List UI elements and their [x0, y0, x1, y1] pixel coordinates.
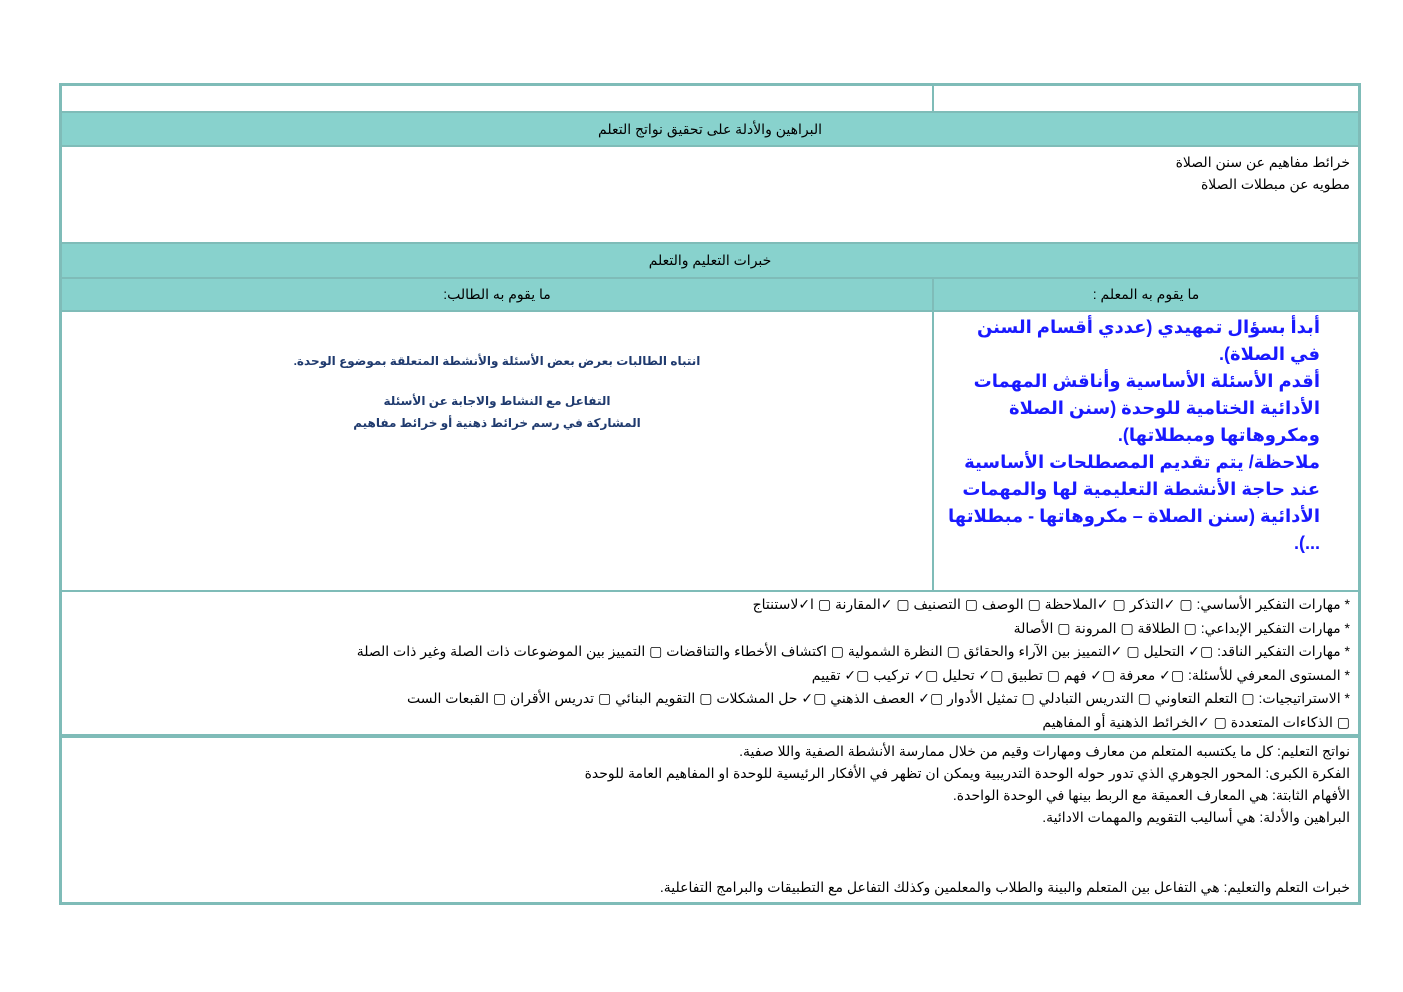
teacher-column-header: ما يقوم به المعلم : — [933, 278, 1359, 311]
evidence-header: البراهين والأدلة على تحقيق نواتج التعلم — [61, 112, 1359, 146]
student-column-header: ما يقوم به الطالب: — [61, 278, 933, 311]
evidence-content — [61, 146, 1359, 243]
lesson-plan-table — [59, 83, 1361, 905]
definition-learning-experiences: خبرات التعلم والتعليم: هي التفاعل بين المتعلم والبينة والطلاب والمعلمين وكذلك التفاعل مع التطبيقات والبرامج التفاعلية. — [659, 879, 1350, 895]
skills-question-levels: * المستوى المعرفي للأسئلة: ▢✓ معرفة ▢✓ فهم ▢ تطبيق ▢✓ تحليل ▢✓ تركيب ▢✓ تقييم — [811, 666, 1350, 683]
definition-evidence: البراهين والأدلة: هي أساليب التقويم والمهمات الادائية. — [1042, 809, 1350, 825]
skills-section — [61, 591, 1359, 735]
skills-creative-thinking: * مهارات التفكير الإبداعي: ▢ الطلاقة ▢ المرونة ▢ الأصالة — [1013, 619, 1350, 636]
student-activity: المشاركة في رسم خرائط ذهنية أو خرائط مفاهيم — [353, 416, 641, 430]
skills-strategies: * الاستراتيجيات: ▢ التعلم التعاوني ▢ التدريس التبادلي ▢ تمثيل الأدوار ▢✓ العصف الذهني ▢✓ حل المشكلات ▢ التقويم البنائي ▢ تدريس الأقران ▢ القبعات الست — [407, 690, 1350, 706]
evidence-item: مطويه عن مبطلات الصلاة — [1200, 176, 1350, 192]
top-right-cell — [933, 85, 1359, 112]
teacher-activity: أقدم الأسئلة الأساسية وأناقش المهمات الأدائية الختامية للوحدة (سنن الصلاة ومكروهاتها ومبطلاتها). — [973, 371, 1320, 445]
definition-learning-outcomes: نواتج التعليم: كل ما يكتسبه المتعلم من معارف ومهارات وقيم من خلال ممارسة الأنشطة الصفية واللا صفية. — [739, 743, 1350, 759]
evidence-item: خرائط مفاهيم عن سنن الصلاة — [1175, 154, 1350, 170]
top-left-cell — [61, 85, 933, 112]
definitions-section — [61, 735, 1359, 903]
student-activity: التفاعل مع النشاط والاجابة عن الأسئلة — [383, 394, 611, 408]
experiences-header: خبرات التعليم والتعلم — [61, 243, 1359, 278]
definition-enduring-understandings: الأفهام الثابتة: هي المعارف العميقة مع الربط بينها في الوحدة الواحدة. — [952, 787, 1350, 803]
skills-strategies-continued: ▢ الذكاءات المتعددة ▢ ✓الخرائط الذهنية أو المفاهيم — [1042, 713, 1350, 730]
teacher-activity: ملاحظة/ يتم تقديم المصطلحات الأساسية عند حاجة الأنشطة التعليمية لها والمهمات الأدائية (سنن الصلاة – مكروهاتها - مبطلاتها ...). — [948, 452, 1320, 553]
definition-big-idea: الفكرة الكبرى: المحور الجوهري الذي تدور حوله الوحدة التدريبية ويمكن ان تظهر في الأفكار الرئيسية للوحدة او المفاهيم العامة للوحدة — [584, 765, 1350, 781]
teacher-activity: أبدأ بسؤال تمهيدي (عددي أقسام السنن في الصلاة). — [976, 317, 1320, 364]
skills-critical-thinking: * مهارات التفكير الناقد: ▢✓ التحليل ▢ ✓التمييز بين الآراء والحقائق ▢ النظرة الشمولية ▢ اكتشاف الأخطاء والتناقضات ▢ التمييز بين الموضوعات ذات الصلة وغير ذات الصلة — [356, 643, 1350, 659]
student-activity: انتباه الطالبات بعرض بعض الأسئلة والأنشطة المتعلقة بموضوع الوحدة. — [293, 354, 701, 368]
teacher-activities — [933, 311, 1359, 591]
student-activities — [61, 311, 933, 591]
skills-basic-thinking: * مهارات التفكير الأساسي: ▢ ✓التذكر ▢ ✓الملاحظة ▢ الوصف ▢ التصنيف ▢ ✓المقارنة ▢ ا✓لاستنتاج — [752, 596, 1350, 612]
